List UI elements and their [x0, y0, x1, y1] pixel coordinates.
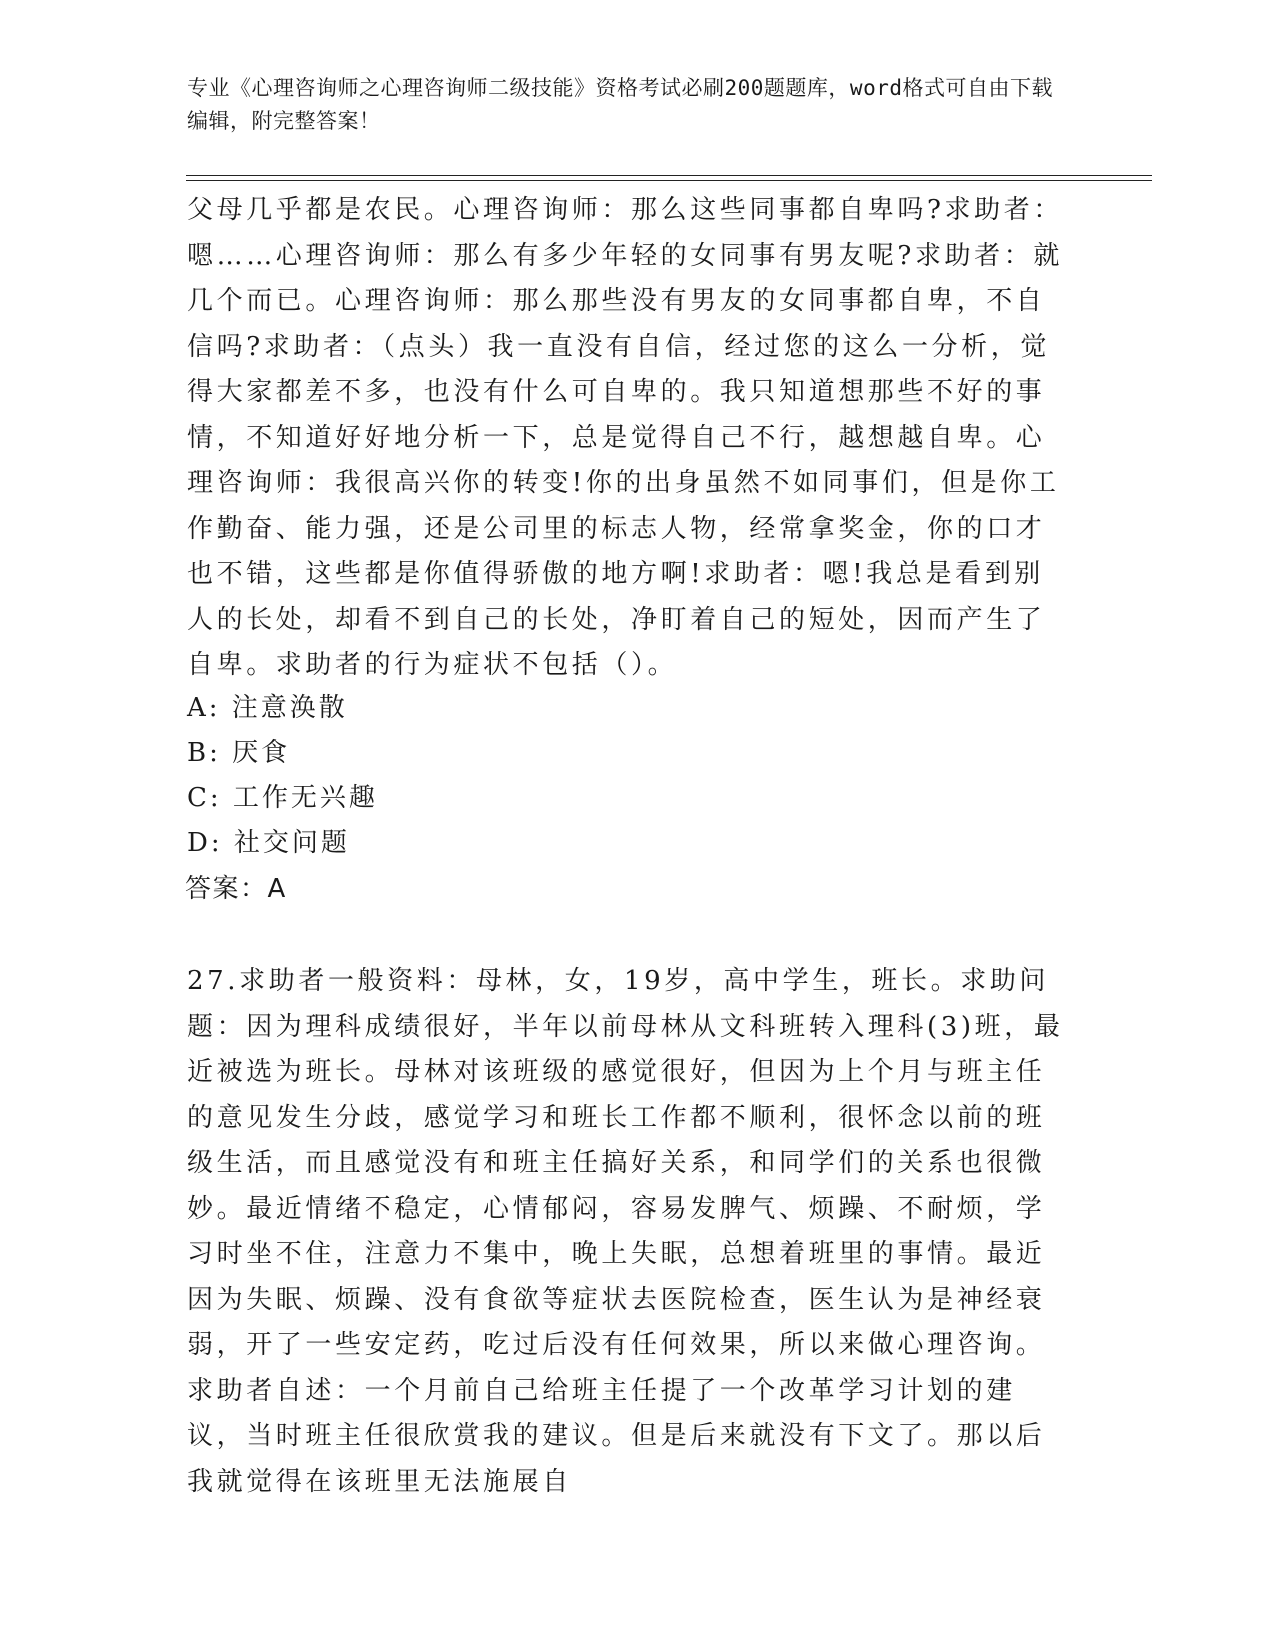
- option-b: B: 厌食: [187, 738, 291, 768]
- question-prev-stem: 父母几乎都是农民。心理咨询师：那么这些同事都自卑吗?求助者：嗯……心理咨询师：那么有多少年轻的女同事有男友呢?求助者：就几个而已。心理咨询师：那么那些没有男友的女同事都自卑，不自信吗?求助者：（点头）我一直没有自信，经过您的这么一分析，觉得大家都差不多，也没有什么可自卑的。我只知道想那些不好的事情，不知道好好地分析一下，总是觉得自己不行，越想越自卑。心理咨询师：我很高兴你的转变!你的出身虽然不如同事们，但是你工作勤奋、能力强，还是公司里的标志人物，经常拿奖金，你的口才也不错，这些都是你值得骄傲的地方啊!求助者：嗯!我总是看到别人的长处，却看不到自己的长处，净盯着自己的短处，因而产生了自卑。求助者的行为症状不包括（）。: [187, 195, 1063, 680]
- question-27-stem: 27.求助者一般资料：母林，女，19岁，高中学生，班长。求助问题：因为理科成绩很好，半年以前母林从文科班转入理科(3)班，最近被选为班长。母林对该班级的感觉很好，但因为上个月与班主任的意见发生分歧，感觉学习和班长工作都不顺利，很怀念以前的班级生活，而且感觉没有和班主任搞好关系，和同学们的关系也很微妙。最近情绪不稳定，心情郁闷，容易发脾气、烦躁、不耐烦，学习时坐不住，注意力不集中，晚上失眠，总想着班里的事情。最近因为失眠、烦躁、没有食欲等症状去医院检查，医生认为是神经衰弱，开了一些安定药，吃过后没有任何效果，所以来做心理咨询。求助者自述：一个月前自己给班主任提了一个改革学习计划的建议，当时班主任很欣赏我的建议。但是后来就没有下文了。那以后我就觉得在该班里无法施展自: [187, 966, 1064, 1497]
- header-divider-bottom: [186, 180, 1152, 181]
- page-header-title: 专业《心理咨询师之心理咨询师二级技能》资格考试必刷200题题库，word格式可自由下载编辑，附完整答案！: [187, 76, 1053, 133]
- header-divider-top: [186, 175, 1152, 176]
- option-a: A: 注意涣散: [187, 693, 348, 723]
- option-d: D: 社交问题: [187, 828, 350, 858]
- option-c: C: 工作无兴趣: [187, 783, 378, 813]
- answer-line: 答案：A: [185, 874, 287, 904]
